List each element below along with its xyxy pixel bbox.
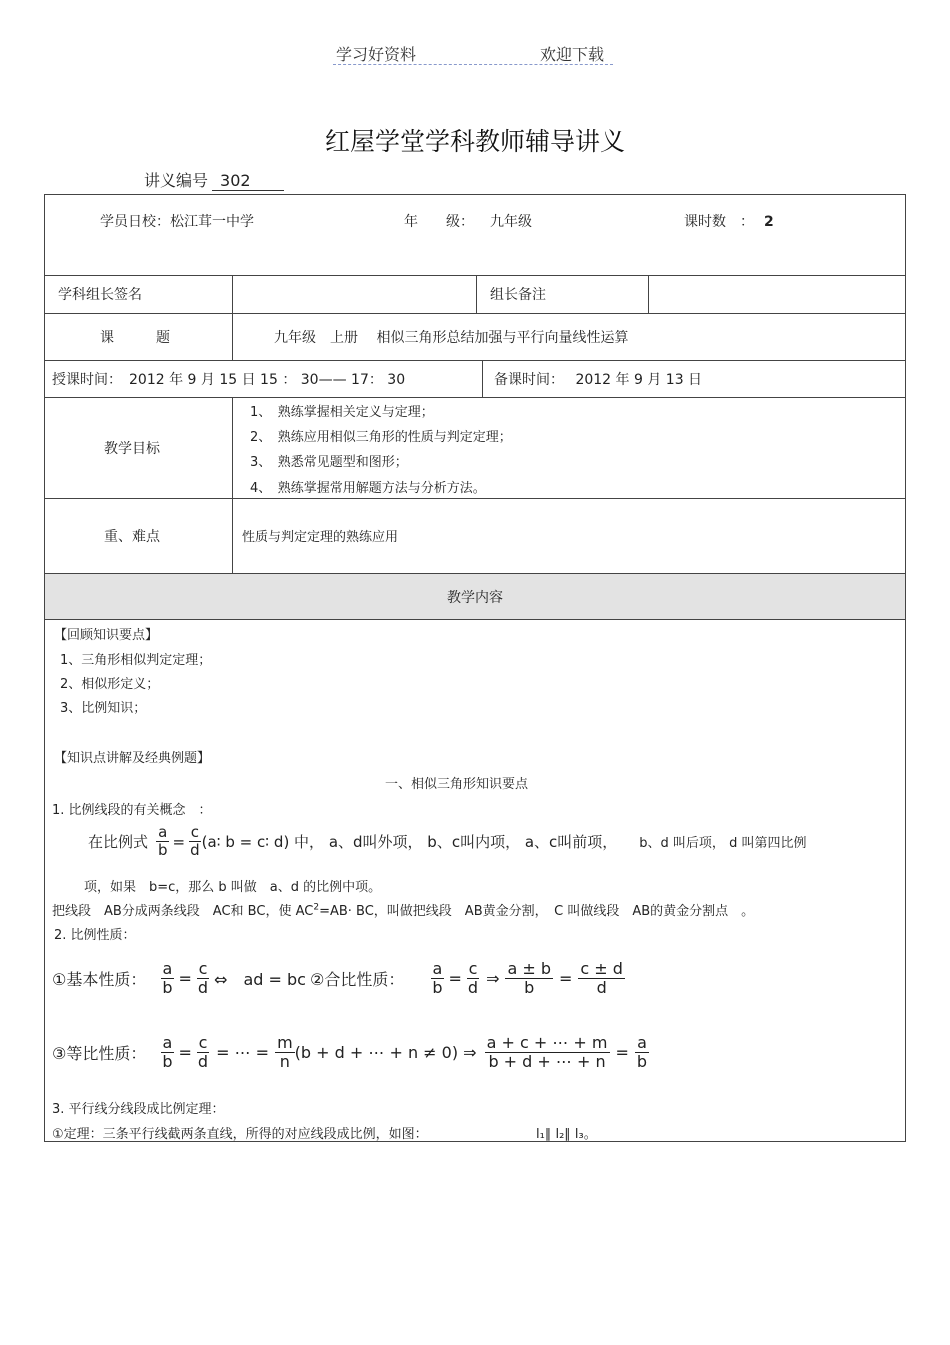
- section-title: 一、相似三角形知识要点: [385, 777, 529, 792]
- fraction-a-b: $\frac{a}{b}$: [162, 959, 173, 998]
- topic-value: 九年级 上册 相似三角形总结加强与平行向量线性运算: [274, 330, 629, 346]
- key-label: 重、难点: [104, 529, 160, 545]
- proportion-tail: b、d 叫后项， d 叫第四比例: [639, 836, 807, 852]
- implies-symbol: ⇒: [486, 969, 500, 989]
- fraction-c-d: $\frac{c}{d}$: [467, 959, 479, 998]
- theorem-text: ①定理：三条平行线截两条直线，所得的对应线段成比例，如图：: [52, 1127, 428, 1142]
- paragraph-2: 2. 比例性质：: [54, 928, 136, 943]
- row-divider: [44, 619, 906, 620]
- key-value: 性质与判定定理的熟练应用: [242, 530, 399, 545]
- header-underline: [333, 64, 613, 65]
- fraction-c-d: $\frac{c}{d}$: [197, 1033, 209, 1072]
- leader-sign-label: 学科组长签名: [58, 287, 142, 303]
- lecture-number-value: 302: [212, 171, 284, 191]
- goal-item: 3、 熟悉常见题型和图形；: [250, 455, 408, 470]
- page-title: 红屋学堂学科教师辅导讲义: [324, 127, 625, 156]
- school-value: 松江茸一中学: [170, 214, 254, 230]
- ellipsis-equals: = ⋯ =: [216, 1043, 270, 1063]
- col-divider: [648, 275, 649, 313]
- school-label: 学员日校：: [100, 214, 170, 230]
- row-divider: [44, 360, 906, 361]
- col-divider: [476, 275, 477, 313]
- teach-time: 授课时间： 2012 年 9 月 15 日 15 ： 30—— 17： 30: [52, 372, 406, 388]
- content-header: 教学内容: [447, 590, 503, 606]
- school-info: [100, 211, 254, 231]
- row-divider: [44, 275, 906, 276]
- parallel-lines: l₁∥ l₂∥ l₃。: [536, 1127, 597, 1142]
- golden-section: 把线段 AB分成两条线段 AC和 BC，使 $AC^2=AB\cdot$ BC，叫做把线段 AB黄金分割， C 叫做线段 AB的黄金分割点 。: [52, 902, 755, 919]
- goal-item: 2、 熟练应用相似三角形的性质与判定定理；: [250, 430, 512, 445]
- proportion-prefix: 在比例式: [88, 833, 149, 852]
- header-right: 欢迎下载: [540, 45, 605, 64]
- hours-info: [684, 211, 774, 231]
- fraction-a-b: $\frac{a}{b}$: [636, 1033, 648, 1072]
- row-divider: [44, 573, 906, 574]
- fraction-sum: $\frac{a + c + \cdots + m}{b + d + \cdots + n}$: [486, 1033, 608, 1072]
- fraction-c-d: $\frac{c}{d}$: [190, 823, 200, 860]
- review-title: 【回顾知识要点】: [54, 628, 159, 643]
- fraction-a-b: $\frac{a}{b}$: [162, 1033, 173, 1072]
- goal-item: 4、 熟练掌握常用解题方法与分析方法。: [250, 481, 486, 496]
- goals-label: 教学目标: [104, 441, 160, 457]
- review-item: 1、三角形相似判定定理；: [60, 653, 212, 668]
- leader-note-label: 组长备注: [490, 287, 546, 303]
- hours-label: 课时数 ：: [684, 214, 754, 230]
- fraction-m-n: $\frac{m}{n}$: [277, 1033, 293, 1072]
- equal-condition: (b + d + ⋯ + n ≠ 0) ⇒: [294, 1043, 477, 1063]
- equal-ratio-line: ③等比性质： $\frac{a}{b}$ = $\frac{c}{d}$ = ⋯ = $\frac{m}{n}$ (b + d + ⋯ + n ≠ 0) ⇒ $\frac{a + c + \cdots + m}{b + d + \cdots + n}$ = $\frac{a}{b}$: [52, 1033, 648, 1072]
- fraction-c-plus-d: $\frac{c \pm d}{d}$: [580, 959, 623, 998]
- header-left: 学习好资料: [336, 45, 417, 64]
- basic-label: ①基本性质：: [52, 970, 147, 990]
- row-divider: [44, 397, 906, 398]
- review-item: 2、相似形定义；: [60, 677, 160, 692]
- col-divider: [482, 360, 483, 397]
- goal-item: 1、 熟练掌握相关定义与定理；: [250, 405, 434, 420]
- fraction-a-plus-b: $\frac{a \pm b}{b}$: [507, 959, 552, 998]
- col-divider: [232, 397, 233, 573]
- grade-info: [404, 211, 532, 231]
- review-item: 3、比例知识；: [60, 701, 147, 716]
- paragraph-3: 3. 平行线分线段成比例定理：: [52, 1102, 225, 1117]
- grade-value: 九年级: [490, 214, 532, 230]
- lecture-number-label: 讲义编号: [144, 171, 209, 190]
- proportion-mid: (a∶ b = c∶ d) 中， a、d叫外项， b、c叫内项， a、c叫前项，: [201, 833, 618, 852]
- row-divider: [44, 313, 906, 314]
- grade-label: 年 级：: [404, 214, 474, 230]
- equal-label: ③等比性质：: [52, 1044, 147, 1064]
- hours-value: 2: [764, 214, 774, 230]
- proportion-line: 在比例式 $\frac{a}{b}$ = $\frac{c}{d}$ (a∶ b = c∶ d) 中， a、d叫外项， b、c叫内项， a、c叫前项， b、d 叫后项， d 叫第四比例: [88, 823, 807, 860]
- proportion-line-2: 项，如果 b=c，那么 b 叫做 a、d 的比例中项。: [84, 880, 382, 895]
- prep-time: 备课时间： 2012 年 9 月 13 日: [494, 372, 703, 388]
- combo-label: ②合比性质：: [309, 970, 405, 990]
- topic-label: 课 题: [100, 330, 170, 346]
- basic-property-line: ①基本性质： $\frac{a}{b}$ = $\frac{c}{d}$ ⇔ ad = bc ②合比性质： $\frac{a}{b}$ = $\frac{c}{d}$ ⇒ $\frac{a \pm b}{b}$ = $\frac{c \pm d}{d}$: [52, 959, 623, 998]
- lecture-number: [144, 168, 284, 191]
- row-divider: [44, 498, 906, 499]
- fraction-a-b: $\frac{a}{b}$: [158, 823, 168, 860]
- fraction-a-b: $\frac{a}{b}$: [432, 959, 443, 998]
- lecture-title: 【知识点讲解及经典例题】: [54, 751, 211, 766]
- paragraph-1: 1. 比例线段的有关概念 ：: [52, 803, 212, 818]
- basic-iff: ⇔ ad = bc: [214, 970, 306, 990]
- fraction-c-d: $\frac{c}{d}$: [197, 959, 209, 998]
- col-divider: [232, 275, 233, 360]
